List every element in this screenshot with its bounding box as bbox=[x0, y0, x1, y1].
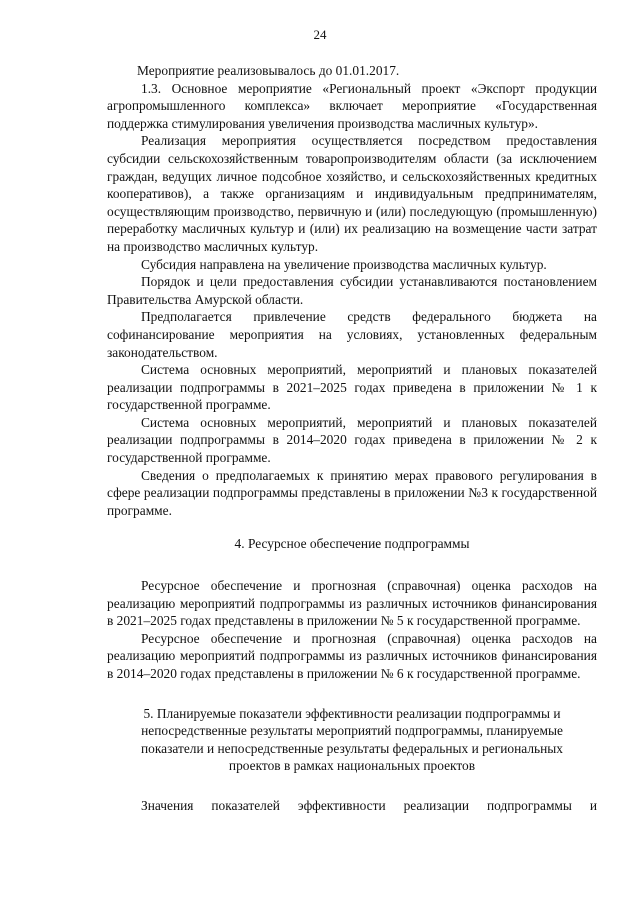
heading-line: непосредственные результаты мероприятий подпрограммы, планируемые bbox=[141, 723, 563, 739]
heading-line: 5. Планируемые показатели эффективности реализации подпрограммы и bbox=[143, 705, 561, 721]
section-3-continuation bbox=[107, 62, 597, 519]
paragraph: Ресурсное обеспечение и прогнозная (справочная) оценка расходов на реализацию мероприятий подпрограммы из различных источников финансирования в 2014–2020 годах представлены в приложении № 6 к государственной программе. bbox=[107, 630, 597, 681]
paragraph: Система основных мероприятий, мероприятий и плановых показателей реализации подпрограммы в 2021–2025 годах приведена в приложении № 1 к государственной программе. bbox=[107, 362, 597, 413]
paragraph: Ресурсное обеспечение и прогнозная (справочная) оценка расходов на реализацию мероприятий подпрограммы из различных источников финансирования в 2021–2025 годах представлены в приложении № 5 к государственной программе. bbox=[107, 578, 597, 629]
section-4-body bbox=[107, 577, 597, 683]
document-body bbox=[107, 62, 597, 815]
paragraph: Сведения о предполагаемых к принятию мерах правового регулирования в сфере реализации подпрограммы представлены в приложении №3 к государственной программе. bbox=[107, 467, 597, 518]
paragraph: Значения показателей эффективности реализации подпрограммы и bbox=[141, 797, 597, 813]
section-4-heading: 4. Ресурсное обеспечение подпрограммы bbox=[234, 536, 470, 552]
heading-line: показатели и непосредственные результаты федеральных и региональных bbox=[141, 740, 563, 756]
paragraph: Мероприятие реализовывалось до 01.01.2017. bbox=[137, 63, 400, 78]
paragraph: Предполагается привлечение средств федерального бюджета на софинансирование мероприятия на условиях, установленных федеральным законодательством. bbox=[107, 309, 597, 360]
paragraph: Система основных мероприятий, мероприятий и плановых показателей реализации подпрограммы в 2014–2020 годах приведена в приложении № 2 к государственной программе. bbox=[107, 414, 597, 466]
section-5-heading bbox=[107, 705, 597, 775]
paragraph: Порядок и цели предоставления субсидии устанавливаются постановлением Правительства Амурской области. bbox=[107, 274, 597, 307]
heading-line: проектов в рамках национальных проектов bbox=[228, 758, 476, 774]
paragraph: Реализация мероприятия осуществляется посредством предоставления субсидии сельскохозяйственным товаропроизводителям области (за исключением граждан, ведущих личное подсобное хозяйство, и сельскохозяйственных кредитных кооперативов), а также организациям и индивидуальным предпринимателям, осуществляющим производство, первичную и (или) последующую (промышленную) переработку масличных культур и (или) их реализацию на возмещение части затрат на производство масличных культур. bbox=[107, 133, 597, 254]
paragraph: 1.3. Основное мероприятие «Региональный проект «Экспорт продукции агропромышленного комплекса» включает мероприятие «Государственная поддержка стимулирования увеличения производства масличных культур». bbox=[107, 80, 597, 131]
paragraph: Субсидия направлена на увеличение производства масличных культур. bbox=[141, 256, 547, 272]
page-number: 24 bbox=[313, 27, 327, 42]
